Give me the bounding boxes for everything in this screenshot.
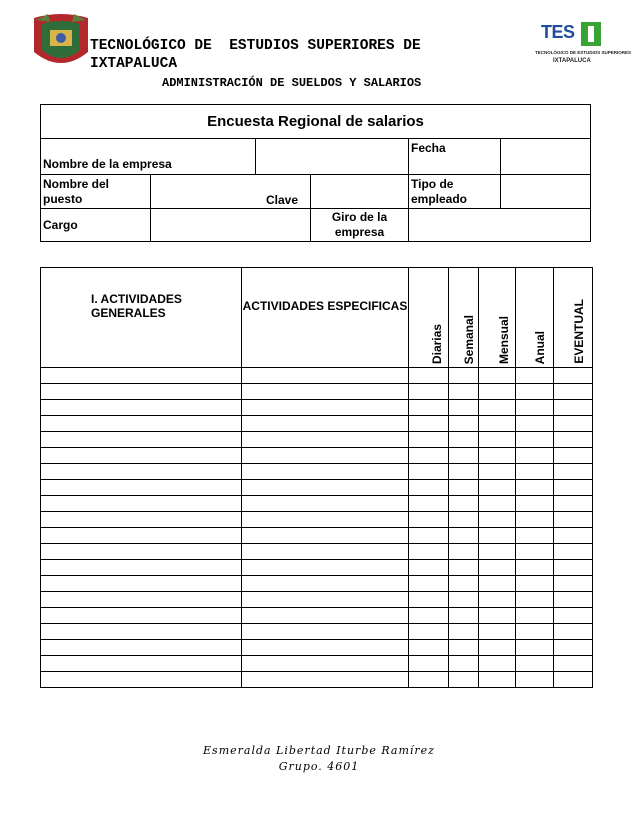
table-cell[interactable] [554,656,593,672]
table-cell[interactable] [242,448,409,464]
table-cell[interactable] [41,640,242,656]
table-cell[interactable] [554,640,593,656]
table-cell[interactable] [242,624,409,640]
table-cell[interactable] [409,544,449,560]
table-cell[interactable] [409,672,449,688]
tes-logo-city: IXTAPALUCA [553,58,591,64]
table-cell[interactable] [479,416,516,432]
table-row [41,560,593,576]
table-cell[interactable] [449,496,479,512]
table-row [41,608,593,624]
table-cell[interactable] [41,496,242,512]
table-cell[interactable] [554,512,593,528]
freq-header-monthly: Mensual [497,315,511,364]
table-cell[interactable] [516,480,554,496]
table-cell[interactable] [479,544,516,560]
job-label: Cargo [41,209,151,242]
table-cell[interactable] [554,464,593,480]
table-cell[interactable] [479,496,516,512]
table-cell[interactable] [409,400,449,416]
table-cell[interactable] [449,448,479,464]
table-cell[interactable] [554,368,593,384]
table-cell[interactable] [554,528,593,544]
table-cell[interactable] [479,656,516,672]
date-label: Fecha [409,139,501,175]
table-cell[interactable] [242,576,409,592]
employee-type-field[interactable] [501,175,591,209]
table-cell[interactable] [554,576,593,592]
date-field[interactable] [501,139,591,175]
table-cell[interactable] [516,640,554,656]
table-cell[interactable] [449,400,479,416]
table-cell[interactable] [41,464,242,480]
table-cell[interactable] [516,416,554,432]
table-cell[interactable] [409,608,449,624]
table-cell[interactable] [554,416,593,432]
table-cell[interactable] [41,480,242,496]
table-cell[interactable] [242,592,409,608]
table-cell[interactable] [554,592,593,608]
institution-name-line1: TECNOLÓGICO DE ESTUDIOS SUPERIORES DE [90,38,421,54]
company-name-field[interactable] [256,139,409,175]
table-cell[interactable] [41,592,242,608]
table-cell[interactable] [449,464,479,480]
table-cell[interactable] [449,624,479,640]
table-row [41,480,593,496]
table-cell[interactable] [409,512,449,528]
table-cell[interactable] [479,384,516,400]
document-subtitle: ADMINISTRACIÓN DE SUELDOS Y SALARIOS [162,76,422,90]
table-cell[interactable] [449,656,479,672]
table-cell[interactable] [409,528,449,544]
table-cell[interactable] [242,432,409,448]
table-cell[interactable] [242,656,409,672]
table-cell[interactable] [479,608,516,624]
table-cell[interactable] [516,400,554,416]
table-cell[interactable] [41,432,242,448]
freq-header-annual: Anual [533,330,547,364]
position-name-label: Nombre del puesto [41,175,151,209]
table-row [41,400,593,416]
table-cell[interactable] [516,512,554,528]
author-name: Esmeralda Libertad Iturbe Ramírez [203,744,435,757]
table-row [41,640,593,656]
survey-info-table [40,104,591,242]
table-cell[interactable] [242,640,409,656]
table-row [41,416,593,432]
table-cell[interactable] [449,416,479,432]
table-cell[interactable] [479,400,516,416]
table-cell[interactable] [409,640,449,656]
table-cell[interactable] [41,416,242,432]
table-cell[interactable] [41,608,242,624]
table-cell[interactable] [409,416,449,432]
table-row [41,432,593,448]
table-cell[interactable] [242,560,409,576]
table-cell[interactable] [41,528,242,544]
general-activities-header: I. ACTIVIDADES GENERALES [41,268,242,368]
table-cell[interactable] [479,576,516,592]
table-row [41,464,593,480]
table-cell[interactable] [409,368,449,384]
activities-table [40,267,593,688]
table-cell[interactable] [554,384,593,400]
freq-header-weekly: Semanal [462,314,476,364]
table-cell[interactable] [449,432,479,448]
table-row [41,576,593,592]
table-cell[interactable] [41,656,242,672]
table-cell[interactable] [449,384,479,400]
company-name-label: Nombre de la empresa [41,139,256,175]
table-cell[interactable] [516,368,554,384]
table-cell[interactable] [242,544,409,560]
table-cell[interactable] [554,624,593,640]
table-cell[interactable] [242,480,409,496]
table-cell[interactable] [41,576,242,592]
table-row [41,384,593,400]
table-cell[interactable] [409,560,449,576]
table-cell[interactable] [41,624,242,640]
table-cell[interactable] [41,384,242,400]
table-cell[interactable] [554,544,593,560]
table-cell[interactable] [554,480,593,496]
table-cell[interactable] [516,544,554,560]
key-field[interactable] [311,175,409,209]
table-cell[interactable] [242,400,409,416]
table-row [41,656,593,672]
table-cell[interactable] [479,432,516,448]
table-cell[interactable] [409,496,449,512]
tes-logo-subtitle: TECNOLÓGICO DE ESTUDIOS SUPERIORES [535,50,632,55]
table-row [41,496,593,512]
table-cell[interactable] [554,496,593,512]
table-cell[interactable] [449,608,479,624]
table-cell[interactable] [516,448,554,464]
table-cell[interactable] [409,480,449,496]
table-cell[interactable] [449,560,479,576]
table-cell[interactable] [479,640,516,656]
table-cell[interactable] [554,448,593,464]
table-cell[interactable] [516,560,554,576]
table-cell[interactable] [409,656,449,672]
freq-header-daily: Diarias [430,323,444,364]
key-label: Clave [151,175,311,209]
table-cell[interactable] [41,400,242,416]
table-cell[interactable] [409,592,449,608]
table-cell[interactable] [409,576,449,592]
table-cell[interactable] [479,368,516,384]
table-cell[interactable] [449,544,479,560]
table-row [41,368,593,384]
table-cell[interactable] [479,448,516,464]
table-cell[interactable] [516,432,554,448]
table-cell[interactable] [242,464,409,480]
table-cell[interactable] [516,464,554,480]
table-cell[interactable] [242,672,409,688]
table-cell[interactable] [41,544,242,560]
table-cell[interactable] [554,560,593,576]
table-cell[interactable] [449,480,479,496]
table-cell[interactable] [516,384,554,400]
table-cell[interactable] [41,672,242,688]
table-cell[interactable] [242,496,409,512]
table-cell[interactable] [554,432,593,448]
table-cell[interactable] [242,608,409,624]
tes-logo-mark [581,22,601,46]
business-label: Giro de la empresa [311,209,409,242]
table-row [41,672,593,688]
table-cell[interactable] [409,624,449,640]
table-cell[interactable] [449,512,479,528]
table-cell[interactable] [479,528,516,544]
job-field[interactable] [151,209,311,242]
specific-activities-header: ACTIVIDADES ESPECIFICAS [242,268,409,368]
table-cell[interactable] [516,592,554,608]
table-cell[interactable] [409,384,449,400]
table-cell[interactable] [479,560,516,576]
table-row [41,544,593,560]
table-cell[interactable] [554,672,593,688]
table-row [41,512,593,528]
table-cell[interactable] [516,672,554,688]
state-seal-logo [30,12,92,70]
survey-title: Encuesta Regional de salarios [41,105,591,139]
table-cell[interactable] [516,608,554,624]
table-cell[interactable] [516,656,554,672]
table-cell[interactable] [242,416,409,432]
institution-name-line2: IXTAPALUCA [90,56,178,72]
table-cell[interactable] [479,624,516,640]
table-cell[interactable] [479,512,516,528]
table-cell[interactable] [41,368,242,384]
table-cell[interactable] [242,512,409,528]
business-field[interactable] [409,209,591,242]
tes-logo-brand: TES [541,22,575,42]
table-row [41,592,593,608]
table-cell[interactable] [242,368,409,384]
table-row [41,448,593,464]
table-cell[interactable] [479,480,516,496]
table-cell[interactable] [516,576,554,592]
table-cell[interactable] [409,464,449,480]
table-cell[interactable] [554,400,593,416]
table-cell[interactable] [242,384,409,400]
table-cell[interactable] [449,672,479,688]
table-cell[interactable] [449,368,479,384]
freq-header-eventual: EVENTUAL [572,299,586,364]
table-cell[interactable] [449,592,479,608]
table-cell[interactable] [449,640,479,656]
table-cell[interactable] [516,528,554,544]
table-cell[interactable] [449,528,479,544]
table-row [41,624,593,640]
table-cell[interactable] [554,608,593,624]
table-cell[interactable] [41,512,242,528]
table-cell[interactable] [479,464,516,480]
table-cell[interactable] [516,624,554,640]
author-group: Grupo. 4601 [278,760,360,773]
table-cell[interactable] [409,448,449,464]
table-cell[interactable] [516,496,554,512]
employee-type-label: Tipo de empleado [409,175,501,209]
table-cell[interactable] [41,560,242,576]
table-cell[interactable] [409,432,449,448]
table-cell[interactable] [479,672,516,688]
tes-logo [533,20,632,72]
table-cell[interactable] [479,592,516,608]
table-cell[interactable] [449,576,479,592]
table-row [41,528,593,544]
table-cell[interactable] [242,528,409,544]
table-cell[interactable] [41,448,242,464]
